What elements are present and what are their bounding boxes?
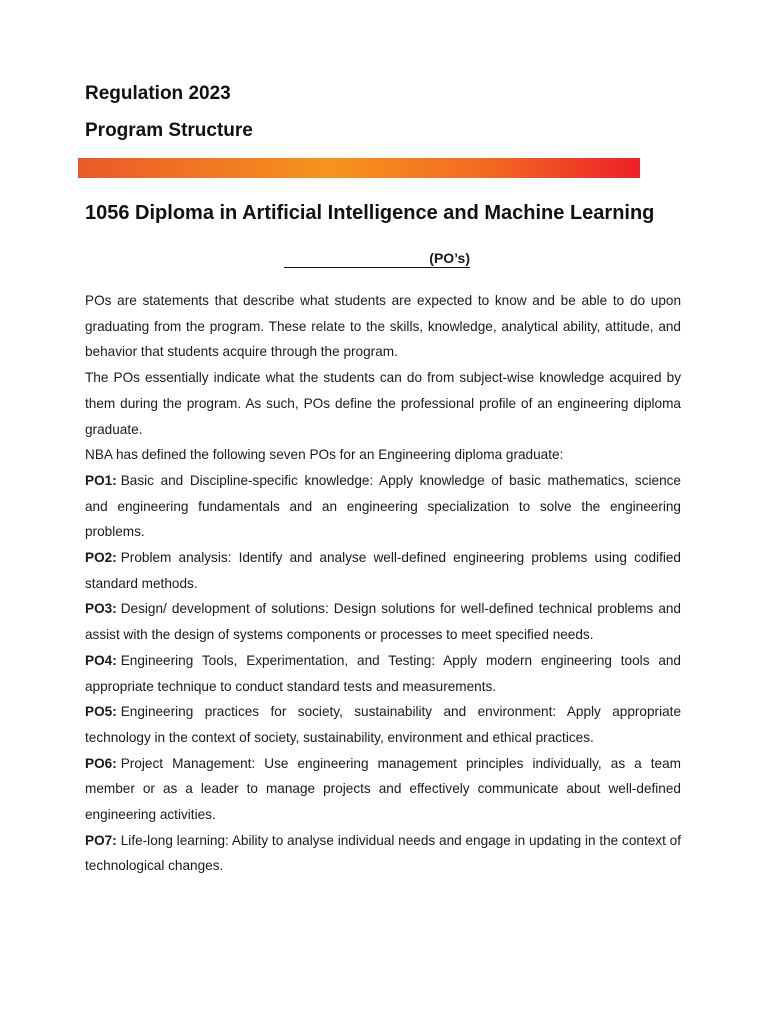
po-text: Life-long learning: Ability to analyse individual needs and engage in updating in the context of technological changes. bbox=[85, 832, 681, 874]
po-item bbox=[85, 545, 681, 596]
po-text: Engineering Tools, Experimentation, and Testing: Apply modern engineering tools and appropriate technique to conduct standard tests and measurements. bbox=[85, 652, 681, 694]
po-text: Engineering practices for society, sustainability and environment: Apply appropriate technology in the context of society, sustainability, environment and ethical practices. bbox=[85, 704, 681, 745]
po-item bbox=[85, 828, 681, 879]
program-structure-heading: Program Structure bbox=[85, 120, 253, 141]
intro-paragraph: NBA has defined the following seven POs for an Engineering diploma graduate: bbox=[85, 447, 564, 463]
regulation-heading: Regulation 2023 bbox=[85, 83, 231, 104]
po-label: PO6: bbox=[85, 755, 117, 771]
po-label: PO3: bbox=[85, 601, 117, 617]
po-text: Project Management: Use engineering management principles individually, as a team member or as a leader to manage projects and effectively communicate about well-defined engineering activities. bbox=[85, 755, 681, 823]
po-label: PO1: bbox=[85, 472, 117, 488]
po-item bbox=[85, 596, 681, 647]
po-label: PO7: bbox=[85, 832, 117, 848]
po-label: PO4: bbox=[85, 652, 117, 668]
body-text bbox=[85, 288, 681, 879]
orange-gradient-bar bbox=[78, 158, 640, 178]
po-item bbox=[85, 648, 681, 699]
po-text: Problem analysis: Identify and analyse well-defined engineering problems using codified standard methods. bbox=[85, 550, 681, 591]
po-text: Basic and Discipline-specific knowledge: Apply knowledge of basic mathematics, science and engineering fundamentals and an engineering specialization to solve the engineering problems. bbox=[85, 472, 681, 540]
po-item bbox=[85, 468, 681, 545]
po-label: PO5: bbox=[85, 704, 117, 720]
diploma-title: 1056 Diploma in Artificial Intelligence and Machine Learning bbox=[85, 202, 655, 224]
intro-paragraph: POs are statements that describe what students are expected to know and be able to do upon graduating from the program. These relate to the skills, knowledge, analytical ability, attitude, and behavior that students acquire through the program. bbox=[85, 293, 681, 360]
pos-heading: (PO’s) bbox=[284, 250, 470, 268]
po-text: Design/ development of solutions: Design solutions for well-defined technical problems and assist with the design of systems components or processes to meet specified needs. bbox=[85, 601, 681, 643]
po-label: PO2: bbox=[85, 550, 117, 566]
po-item bbox=[85, 751, 681, 828]
po-item bbox=[85, 699, 681, 750]
intro-paragraph: The POs essentially indicate what the students can do from subject-wise knowledge acquired by them during the program. As such, POs define the professional profile of an engineering diploma graduate. bbox=[85, 370, 681, 437]
